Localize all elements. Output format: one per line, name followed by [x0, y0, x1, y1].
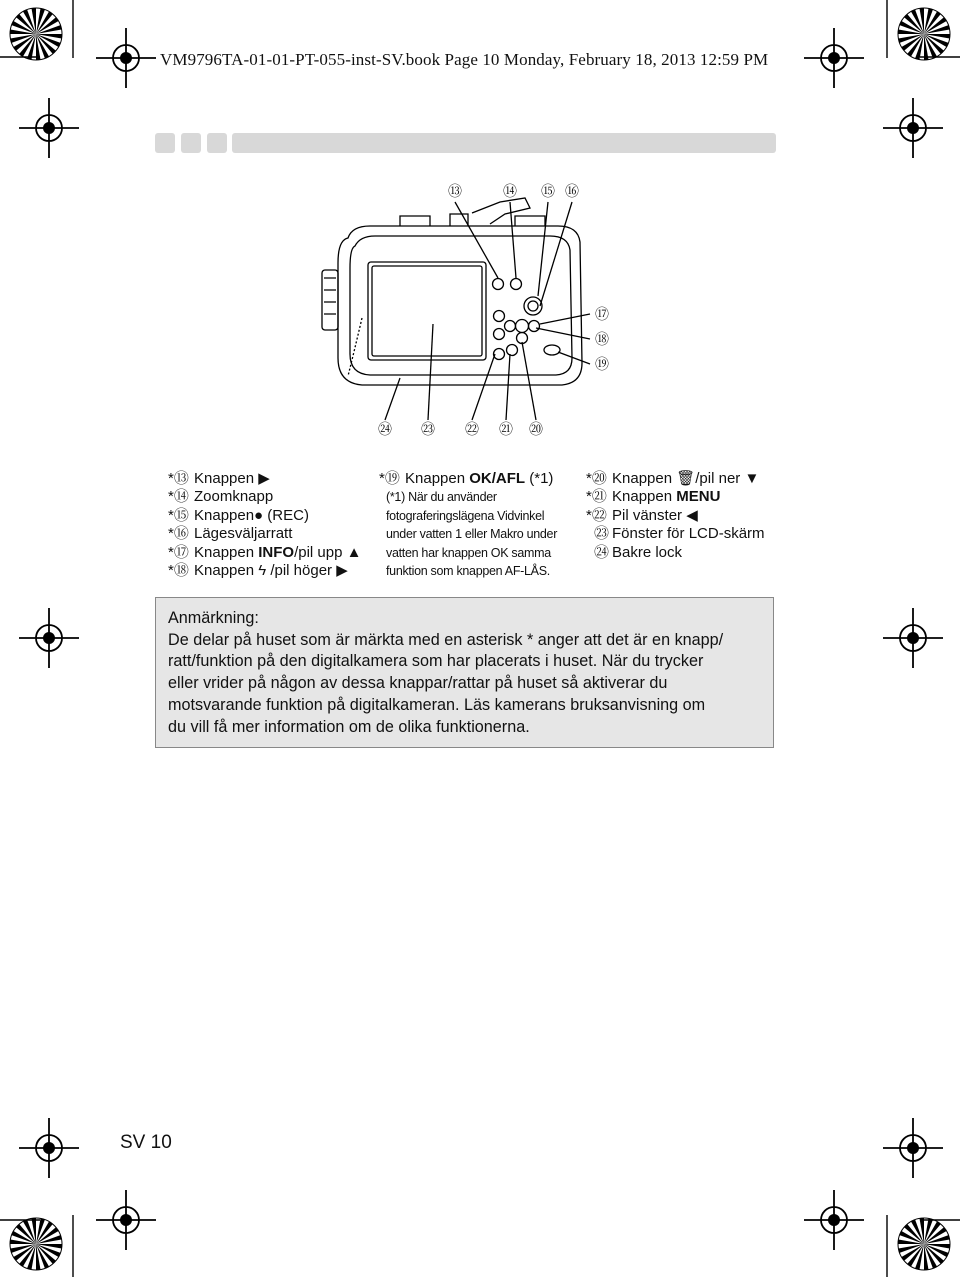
- starburst-ray: [36, 34, 56, 54]
- legend-item-19: *⑲ Knappen OK/AFL (*1): [379, 470, 554, 487]
- tab-square: [181, 133, 201, 153]
- legend-column-1: [168, 470, 361, 580]
- legend-item-21: *㉑ Knappen MENU: [586, 488, 721, 506]
- callout-18: ⑱: [595, 332, 609, 348]
- callout-13: ⑬: [448, 184, 462, 200]
- legend-column-2: [379, 470, 557, 580]
- note-line: du vill få mer information om de olika funktionerna.: [168, 717, 530, 736]
- camera-housing-diagram: [300, 178, 760, 438]
- legend-item-15: *⑮ Knappen● (REC): [168, 506, 309, 524]
- legend-footnote-line: fotograferingslägena Vidvinkel: [386, 508, 545, 523]
- legend-footnote-line: under vatten 1 eller Makro under: [386, 527, 558, 542]
- legend-footnote-line: (*1) När du använder: [386, 490, 497, 505]
- legend-item-17: *⑰ Knappen INFO/pil upp ▲: [168, 543, 362, 561]
- callout-23: ㉓: [421, 422, 435, 438]
- legend-item-23: ㉓ Fönster för LCD-skärm: [594, 525, 765, 543]
- tab-square: [207, 133, 227, 153]
- section-tab-bar: [155, 133, 776, 153]
- legend-item-16: *⑯ Lägesväljarratt: [168, 525, 293, 543]
- legend-item-13: *⑬ Knappen ▶: [168, 470, 270, 487]
- starburst-registration-icon: [8, 1216, 64, 1272]
- note-line: motsvarande funktion på digitalkameran. Läs kamerans bruksanvisning om: [168, 695, 706, 714]
- note-title: Anmärkning:: [168, 609, 259, 627]
- starburst-registration-icon: [896, 1216, 952, 1272]
- callout-17: ⑰: [595, 307, 609, 323]
- registration-target-icon: [19, 1118, 79, 1178]
- legend-item-24: ㉔ Bakre lock: [594, 543, 683, 561]
- callout-21: ㉑: [499, 422, 513, 438]
- legend-item-20: *⑳ Knappen 🗑/pil ner ▼: [586, 470, 760, 487]
- legend-footnote-line: funktion som knappen AF-LÅS.: [386, 564, 550, 579]
- note-line: De delar på huset som är märkta med en asterisk * anger att det är en knapp/: [168, 630, 724, 649]
- registration-target-icon: [883, 1118, 943, 1178]
- callout-14: ⑭: [503, 184, 517, 200]
- callout-19: ⑲: [595, 357, 609, 373]
- registration-target-icon: [883, 608, 943, 668]
- legend-item-18: *⑱ Knappen ϟ /pil höger ▶: [168, 562, 348, 580]
- note-box: [155, 597, 774, 748]
- starburst-registration-icon: [896, 6, 952, 62]
- callout-15: ⑮: [541, 184, 555, 200]
- starburst-ray: [904, 1224, 924, 1244]
- starburst-ray: [924, 1244, 944, 1264]
- legend-item-14: *⑭ Zoomknapp: [168, 488, 274, 506]
- note-line: ratt/funktion på den digitalkamera som har placerats i huset. När du trycker: [168, 652, 704, 671]
- callout-22: ㉒: [465, 422, 479, 438]
- starburst-ray: [16, 14, 36, 34]
- callout-16: ⑯: [565, 184, 579, 200]
- tab-bar-strip: [232, 133, 776, 153]
- starburst-registration-icon: [8, 6, 64, 62]
- tab-square: [155, 133, 175, 153]
- callout-20: ⑳: [529, 422, 543, 438]
- legend-column-3: [586, 470, 765, 562]
- registration-target-icon: [804, 28, 864, 88]
- registration-target-icon: [883, 98, 943, 158]
- registration-target-icon: [19, 98, 79, 158]
- starburst-ray: [924, 34, 944, 54]
- book-header-line: VM9796TA-01-01-PT-055-inst-SV.book Page 10 Monday, February 18, 2013 12:59 PM: [160, 50, 769, 69]
- starburst-ray: [36, 1244, 56, 1264]
- starburst-ray: [904, 14, 924, 34]
- registration-target-icon: [804, 1190, 864, 1250]
- starburst-ray: [16, 1224, 36, 1244]
- page-number: SV 10: [120, 1132, 172, 1153]
- legend-item-22: *㉒ Pil vänster ◀: [586, 506, 698, 524]
- registration-target-icon: [19, 608, 79, 668]
- registration-target-icon: [96, 1190, 156, 1250]
- legend-footnote-line: vatten har knappen OK samma: [386, 545, 551, 560]
- registration-target-icon: [96, 28, 156, 88]
- callout-24: ㉔: [378, 422, 392, 438]
- note-line: eller vrider på någon av dessa knappar/rattar på huset så aktiverar du: [168, 674, 668, 693]
